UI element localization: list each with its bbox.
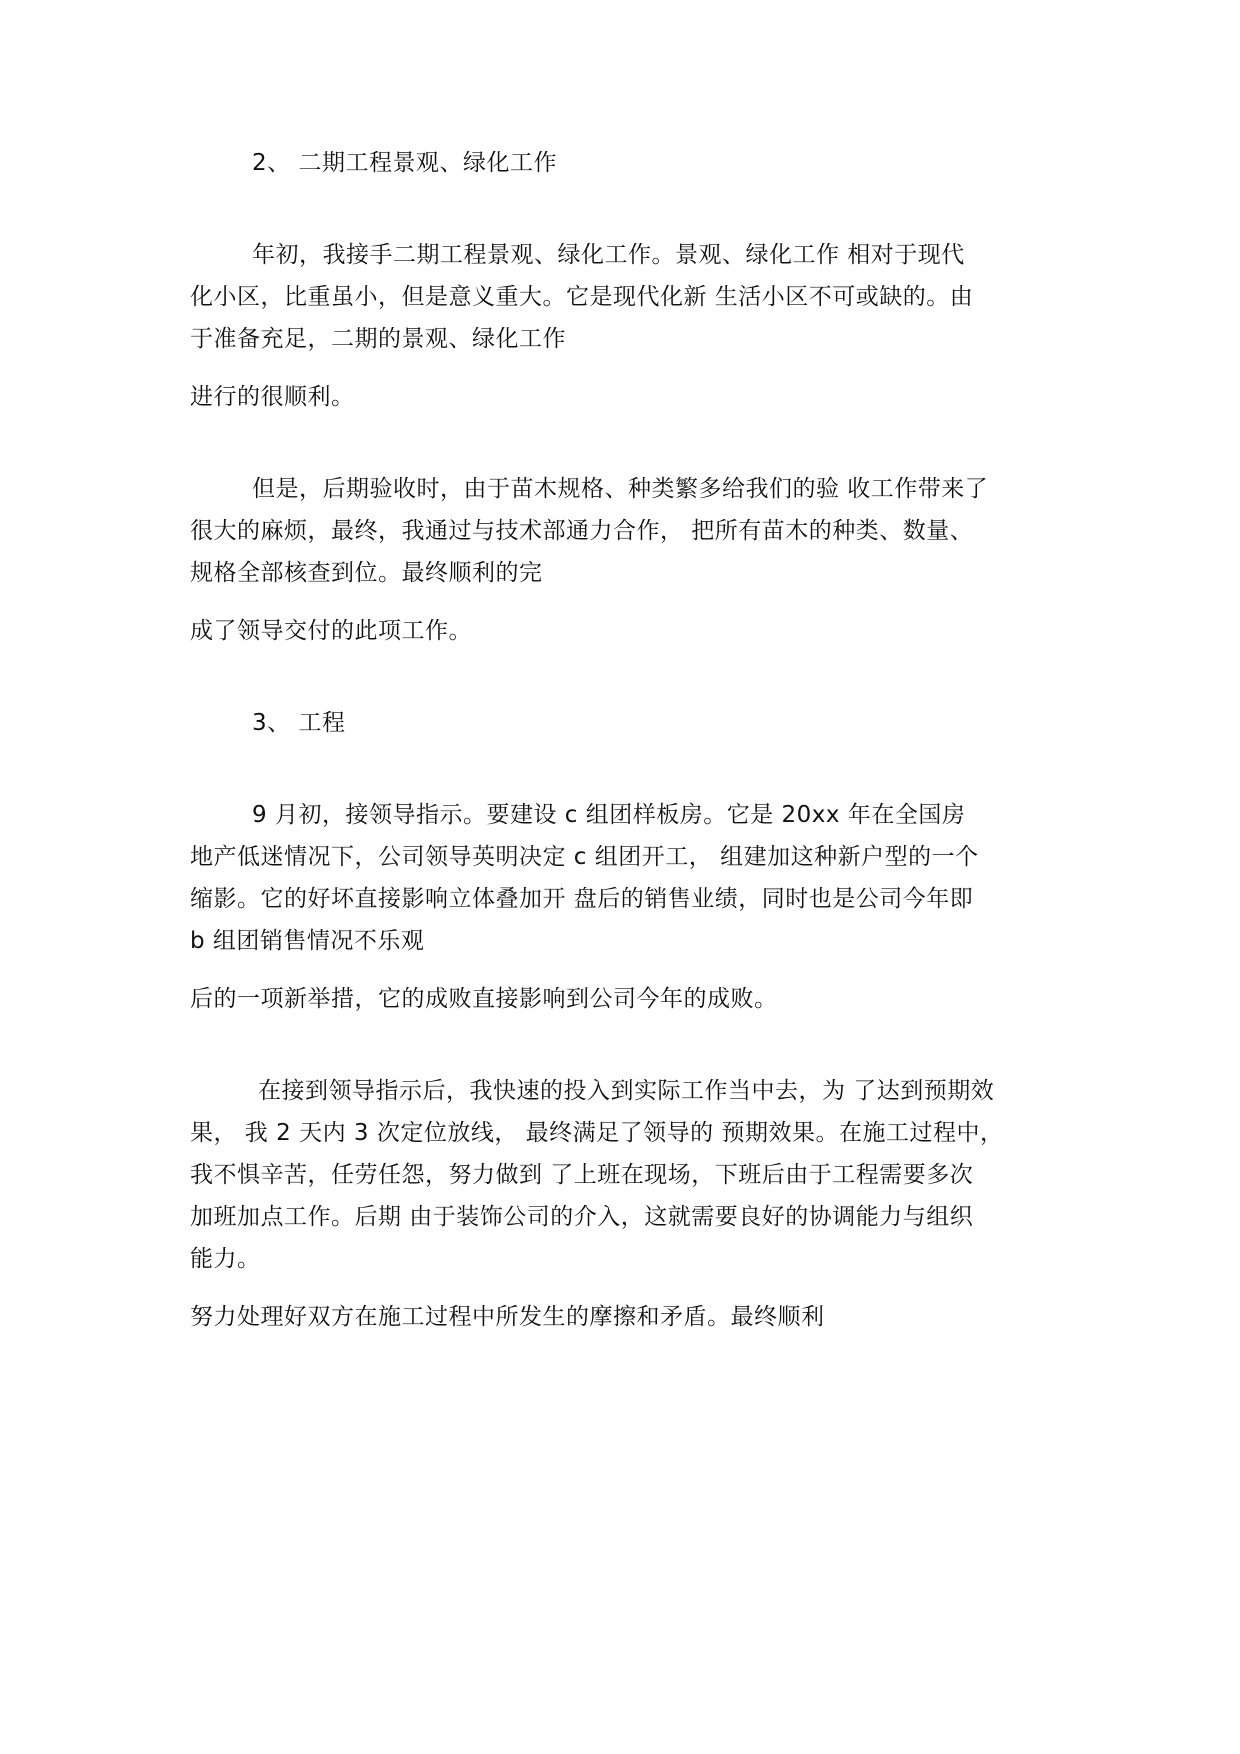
paragraph-line: 很大的麻烦，最终，我通过与技术部通力合作， 把所有苗木的种类、数量、	[190, 518, 974, 544]
paragraph-line: 能力。	[190, 1246, 261, 1272]
paragraph-line: 成了领导交付的此项工作。	[190, 618, 472, 644]
paragraph-line: 缩影。它的好坏直接影响立体叠加开 盘后的销售业绩，同时也是公司今年即	[190, 886, 974, 912]
paragraph-line: 努力处理好双方在施工过程中所发生的摩擦和矛盾。最终顺利	[190, 1304, 825, 1330]
paragraph-line: 加班加点工作。后期 由于装饰公司的介入，这就需要良好的协调能力与组织	[190, 1204, 974, 1230]
paragraph-line: 化小区，比重虽小，但是意义重大。它是现代化新 生活小区不可或缺的。由	[190, 284, 974, 310]
paragraph-line: 规格全部核查到位。最终顺利的完	[190, 560, 543, 586]
paragraph-line: 9 月初，接领导指示。要建设 c 组团样板房。它是 20xx 年在全国房	[252, 802, 966, 828]
paragraph-line: 在接到领导指示后，我快速的投入到实际工作当中去，为 了达到预期效	[258, 1078, 995, 1104]
paragraph-line: 地产低迷情况下，公司领导英明决定 c 组团开工， 组建加这种新户型的一个	[190, 844, 979, 870]
section-heading-3: 3、 工程	[252, 710, 346, 736]
paragraph-line: 于准备充足，二期的景观、绿化工作	[190, 326, 566, 352]
paragraph-line: 果， 我 2 天内 3 次定位放线， 最终满足了领导的 预期效果。在施工过程中，	[190, 1120, 1004, 1146]
paragraph-line: 我不惧辛苦，任劳任怨，努力做到 了上班在现场，下班后由于工程需要多次	[190, 1162, 974, 1188]
paragraph-line: 后的一项新举措，它的成败直接影响到公司今年的成败。	[190, 986, 778, 1012]
paragraph-line: 进行的很顺利。	[190, 384, 355, 410]
paragraph-line: 年初，我接手二期工程景观、绿化工作。景观、绿化工作 相对于现代	[252, 242, 965, 268]
paragraph-line: 但是，后期验收时，由于苗木规格、种类繁多给我们的验 收工作带来了	[252, 476, 989, 502]
paragraph-line: b 组团销售情况不乐观	[190, 928, 425, 954]
section-heading-2: 2、 二期工程景观、绿化工作	[252, 150, 557, 176]
